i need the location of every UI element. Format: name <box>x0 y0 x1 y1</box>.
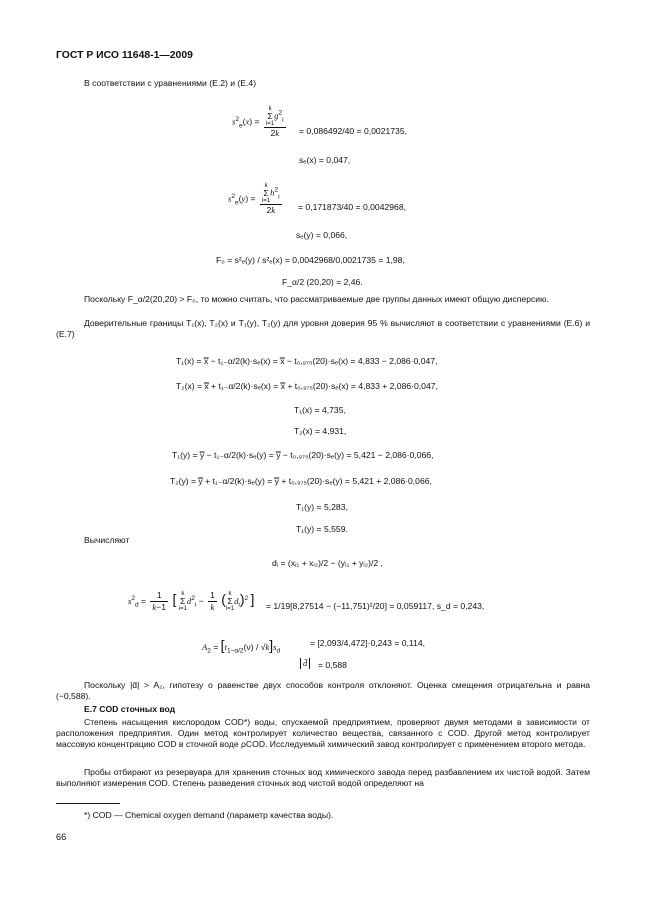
equation-se2x: = 0,086492/40 = 0,0021735, <box>299 126 408 136</box>
section-title: Е.7 COD сточных вод <box>84 704 176 714</box>
equation-sd: = 1/19[8,27514 − (−11,751)²/20] = 0,059117, s_d = 0,243, <box>266 601 485 611</box>
equation-t1y: T₁(y) = y̿ − t₁₋α/2(k)·sₑ(y) = y̿ − t₀,₉₇₅(20)·sₑ(y) = 5,421 − 2,086·0,066, <box>172 450 434 460</box>
footnote-divider <box>56 803 120 804</box>
equation-sex: sₑ(x) = 0,047, <box>299 155 351 165</box>
paragraph-cod-2: Пробы отбирают из резервуара для хранения сточных вод химического завода перед разбавлением их чистой водой. Затем выполняют измерения COD. Степень разведения сточных вод чистой водой определяют на <box>56 767 590 789</box>
compute-label: Вычисляют <box>84 535 130 545</box>
equation-dbar: = 0,588 <box>318 660 347 670</box>
equation-sey: sₑ(y) = 0,066, <box>296 230 348 240</box>
paragraph-confidence: Доверительные границы T₁(x), T₂(x) и T₁(y), T₂(y) для уровня доверия 95 % вычисляют в соответствии с уравнениями (Е.6) и (Е.7) <box>56 318 590 340</box>
paragraph-fisher: Поскольку F_α/2(20,20) > F₀, то можно считать, что рассматриваемые две группы данных имеют общую дисперсию. <box>84 294 549 304</box>
equation-t2y: T₂(y) = y̿ + t₁₋α/2(k)·sₑ(y) = y̿ + t₀,₉₇₅(20)·sₑ(y) = 5,421 + 2,086·0,066, <box>170 476 432 486</box>
equation-di: dᵢ = (xᵢ₁ + xᵢ₂)/2 − (yᵢ₁ + yᵢ₂)/2 , <box>272 558 383 568</box>
equation-falpha: F_α/2 (20,20) = 2,46. <box>282 277 363 287</box>
footnote: *) COD — Chemical oxygen demand (параметр качества воды). <box>84 810 334 820</box>
equation-t1x: T₁(x) = x̿ − t₁₋α/2(k)·sₑ(x) = x̿ − t₀,₉₇₅(20)·sₑ(x) = 4,833 − 2,086·0,047, <box>176 356 438 366</box>
equation-se2y-lhs: $s^2_e(y)$ = k Σ i=1 $h^2_i$ 2k <box>228 183 280 215</box>
equation-f0: F₀ = s²ₑ(y) / s²ₑ(x) = 0,0042968/0,0021735 = 1,98, <box>216 255 405 265</box>
equation-t1y-value: T₁(y) = 5,283, <box>296 502 348 512</box>
equation-t2y-value: T₁(y) = 5,559. <box>296 524 348 534</box>
equation-sd-lhs: $s^2_d$ = $\frac{1}{k-1}$ [ k Σ i=1 $d^2_i$ − $\frac{1}{k}$ ( k Σ i=1 $d_i)^2$ ] <box>128 590 255 613</box>
equation-t2x: T₂(x) = x̿ + t₁₋α/2(k)·sₑ(x) = x̿ + t₀,₉₇₅(20)·sₑ(x) = 4,833 + 2,086·0,047, <box>176 381 438 391</box>
equation-t1x-value: T₁(x) = 4,735, <box>294 405 346 415</box>
equation-a2: = [2,093/4,472]·0,243 = 0,114, <box>310 638 425 648</box>
equation-a2-lhs: $A_2 = [t_{1-\alpha/2}(\nu) / √k]s_d$ <box>202 637 281 655</box>
paragraph-cod-1: Степень насыщения кислородом COD*) воды, спускаемой предприятием, проверяют двумя методами в зависимости от расположения предприятия. Один метод контролирует количество вещества, связанного с COD. Другой метод контролирует массовую концентрацию COD в сточной воде ρCOD. Исследуемый химический завод контролирует с применением второго метода. <box>56 717 590 750</box>
paragraph-hypothesis: Поскольку |d̄| > A₂, гипотезу о равенстве двух способов контроля отклоняют. Оценка смещения отрицательна и равна (−0,588). <box>56 680 590 702</box>
equation-se2x-lhs: $s^2_e(x)$ = k Σ i=1 $g^2_i$ 2k <box>232 106 284 138</box>
equation-se2y: = 0,171873/40 = 0,0042968, <box>298 202 407 212</box>
page-number: 66 <box>56 832 67 842</box>
equation-t2x-value: T₂(x) = 4,931, <box>294 426 347 436</box>
intro-text: В соответствии с уравнениями (Е.2) и (Е.4) <box>84 78 257 88</box>
document-header: ГОСТ Р ИСО 11648-1—2009 <box>56 50 193 61</box>
equation-dbar-lhs: d̄ <box>300 658 310 669</box>
